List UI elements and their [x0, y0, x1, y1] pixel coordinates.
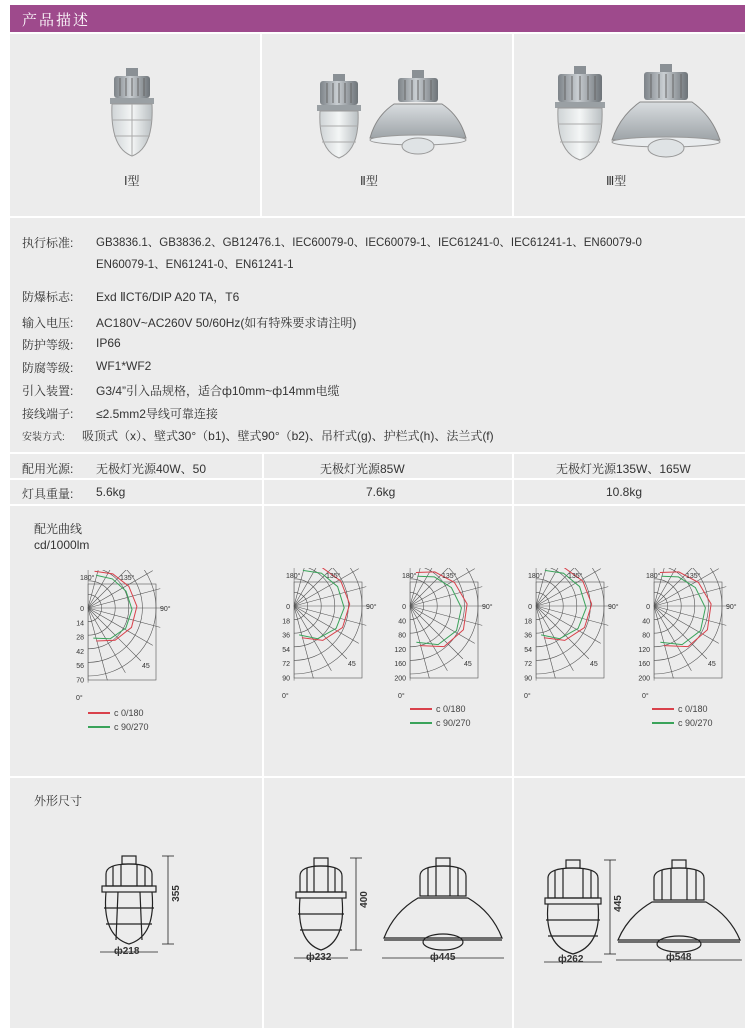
- legend-red-swatch: [410, 708, 432, 710]
- dimensions-title: 外形尺寸: [34, 794, 83, 808]
- divider: [262, 506, 264, 776]
- angle-label: 0°: [642, 693, 649, 698]
- lightsource-label: 配用光源:: [22, 462, 74, 476]
- lightsource-value-3: 无极灯光源135W、165W: [556, 462, 691, 476]
- lamp-type1-image: [102, 68, 162, 163]
- scale-label: 14: [76, 620, 84, 628]
- legend-green-swatch: [652, 722, 674, 724]
- scale-label: 72: [524, 661, 532, 669]
- angle-label: 180°: [528, 573, 543, 580]
- divider: [262, 778, 264, 1028]
- dimension-drawing-type3: [542, 858, 622, 968]
- polar-ring: [654, 568, 722, 674]
- angle-label: 90°: [608, 604, 619, 611]
- scale-label: 0: [80, 606, 84, 613]
- scale-label: 80: [642, 632, 650, 640]
- polar-radial: [410, 587, 482, 606]
- legend-red-label: c 0/180: [678, 704, 708, 714]
- scale-label: 42: [76, 648, 84, 656]
- scale-label: 120: [394, 646, 406, 654]
- entry-label: 引入装置:: [22, 384, 74, 398]
- lamp-type2-image: [312, 74, 366, 160]
- polar-radial: [88, 608, 160, 627]
- angle-label: 135°: [120, 575, 135, 582]
- lamp-type2-shade-image: [368, 70, 468, 160]
- exmark-label: 防爆标志:: [22, 290, 74, 304]
- legend-group-3: [652, 704, 713, 728]
- dim3-width: ф262: [558, 954, 584, 965]
- ip-label: 防护等级:: [22, 338, 74, 352]
- polar-grid: [536, 568, 611, 681]
- scale-label: 18: [282, 618, 290, 626]
- mount-label: 安装方式:: [22, 432, 65, 443]
- entry-value: G3/4”引入品规格，适合ф10mm~ф14mm电缆: [96, 384, 340, 398]
- angle-label: 45: [348, 661, 356, 668]
- polar-radial: [294, 606, 347, 659]
- polar-radial: [654, 606, 719, 643]
- scale-label: 0: [528, 604, 532, 611]
- divider: [10, 478, 745, 480]
- angle-label: 90°: [726, 604, 737, 611]
- polar-radial: [88, 608, 141, 661]
- angle-label: 45: [708, 661, 716, 668]
- scale-label: 72: [282, 661, 290, 669]
- terminal-label: 接线端子:: [22, 407, 74, 421]
- ip-value: IP66: [96, 336, 121, 350]
- exmark-value: Exd ⅡCT6/DIP A20 TA，T6: [96, 290, 240, 304]
- legend-green-swatch: [88, 726, 110, 728]
- polar-ring: [536, 568, 604, 674]
- standard-value: GB3836.1、GB3836.2、GB12476.1、IEC60079-0、IEC60079-1、IEC61241-0、IEC61241-1、EN60079-0: [96, 237, 642, 249]
- dim1-height: 355: [170, 885, 182, 902]
- polar-radial: [410, 606, 475, 643]
- dim2-shade-width: ф445: [430, 952, 456, 963]
- type2-label: Ⅱ型: [360, 174, 378, 188]
- angle-label: 0°: [524, 693, 531, 698]
- scale-label: 160: [394, 661, 406, 669]
- angle-label: 45: [142, 663, 150, 670]
- lamp-type3-image: [552, 66, 608, 162]
- legend-green-label: c 90/270: [678, 718, 713, 728]
- scale-label: 160: [638, 661, 650, 669]
- angle-label: 135°: [326, 573, 341, 580]
- standard-label: 执行标准:: [22, 236, 74, 250]
- polar-radial: [88, 608, 107, 680]
- divider: [512, 778, 514, 1028]
- polar-radial: [536, 587, 608, 606]
- dim3-height: 445: [612, 895, 624, 912]
- scale-label: 90: [524, 675, 532, 683]
- section-header: [10, 5, 745, 32]
- angle-label: 45: [464, 661, 472, 668]
- scale-label: 36: [524, 632, 532, 640]
- type1-label: Ⅰ型: [124, 174, 140, 188]
- polar-radial: [410, 606, 447, 671]
- weight-value-1: 5.6kg: [96, 485, 126, 499]
- light-curve-type3a: [520, 568, 630, 698]
- scale-label: 54: [282, 646, 290, 654]
- mount-value: 吸顶式（x）、壁式30°（b1)、壁式90°（b2)、吊杆式(g)、护栏式(h)、法兰式(f): [82, 429, 494, 443]
- angle-label: 0°: [76, 695, 83, 700]
- angle-label: 90°: [160, 606, 171, 613]
- legend-red-swatch: [88, 712, 110, 714]
- divider: [512, 506, 514, 776]
- polar-radial: [654, 606, 691, 671]
- legend-red-label: c 0/180: [114, 708, 144, 718]
- angle-label: 135°: [442, 573, 457, 580]
- weight-value-3: 10.8kg: [606, 485, 643, 499]
- divider: [260, 34, 262, 216]
- polar-radial: [294, 606, 366, 625]
- angle-label: 135°: [568, 573, 583, 580]
- polar-radial: [654, 587, 726, 606]
- light-curve-type2a: [278, 568, 388, 698]
- scale-label: 80: [398, 632, 406, 640]
- polar-ring: [410, 568, 478, 674]
- light-curve-type1: [72, 570, 182, 700]
- dimension-drawing-type2: [292, 856, 372, 966]
- voltage-value: AC180V~AC260V 50/60Hz(如有特殊要求请注明): [96, 316, 357, 330]
- angle-label: 180°: [286, 573, 301, 580]
- angle-label: 90°: [366, 604, 377, 611]
- legend-red-swatch: [652, 708, 674, 710]
- dim1-width: ф218: [114, 946, 140, 957]
- scale-label: 90: [282, 675, 290, 683]
- scale-label: 0: [402, 604, 406, 611]
- legend-group-1: [88, 708, 149, 732]
- scale-label: 54: [524, 646, 532, 654]
- polar-radial: [536, 606, 608, 625]
- scale-label: 200: [394, 675, 406, 683]
- scale-label: 0: [286, 604, 290, 611]
- legend-green-label: c 90/270: [114, 722, 149, 732]
- polar-radial: [654, 606, 726, 625]
- standard-value-cont: EN60079-1、EN61241-0、EN61241-1: [96, 259, 294, 271]
- dimension-drawing-type3-shade: [614, 858, 744, 968]
- dimension-drawing-type2-shade: [378, 856, 508, 966]
- polar-radial: [536, 606, 555, 678]
- polar-ring: [294, 568, 362, 674]
- angle-label: 135°: [686, 573, 701, 580]
- dim2-height: 400: [358, 891, 370, 908]
- weight-value-2: 7.6kg: [366, 485, 396, 499]
- curves-title: 配光曲线: [34, 522, 83, 536]
- scale-label: 40: [642, 618, 650, 626]
- scale-label: 56: [76, 663, 84, 671]
- scale-label: 120: [638, 646, 650, 654]
- voltage-label: 输入电压:: [22, 316, 74, 330]
- dim3-shade-width: ф548: [666, 952, 692, 963]
- curves-unit: cd/1000lm: [34, 538, 90, 552]
- legend-group-2: [410, 704, 471, 728]
- angle-label: 90°: [482, 604, 493, 611]
- angle-label: 45: [590, 661, 598, 668]
- angle-label: 0°: [398, 693, 405, 698]
- angle-label: 180°: [80, 575, 95, 582]
- polar-grid: [88, 570, 163, 683]
- divider: [512, 34, 514, 216]
- light-curve-type2b: [394, 568, 504, 698]
- anticorrosion-label: 防腐等级:: [22, 361, 74, 375]
- scale-label: 70: [76, 677, 84, 685]
- type3-label: Ⅲ型: [606, 174, 627, 188]
- section-title: 产品描述: [22, 12, 91, 29]
- scale-label: 0: [646, 604, 650, 611]
- angle-label: 180°: [646, 573, 661, 580]
- polar-radial: [536, 606, 589, 659]
- lamp-type3-shade-image: [610, 64, 722, 160]
- angle-label: 180°: [402, 573, 417, 580]
- polar-radial: [294, 606, 313, 678]
- anticorrosion-value: WF1*WF2: [96, 359, 152, 373]
- terminal-value: ≤2.5mm2导线可靠连接: [96, 407, 218, 421]
- scale-label: 200: [638, 675, 650, 683]
- divider: [512, 454, 514, 504]
- legend-green-swatch: [410, 722, 432, 724]
- legend-green-label: c 90/270: [436, 718, 471, 728]
- polar-grid: [294, 568, 369, 681]
- scale-label: 36: [282, 632, 290, 640]
- polar-radial: [88, 608, 153, 645]
- legend-red-label: c 0/180: [436, 704, 466, 714]
- scale-label: 18: [524, 618, 532, 626]
- polar-radial: [410, 606, 482, 625]
- dimension-drawing-type1: [96, 852, 196, 962]
- polar-radial: [88, 589, 160, 608]
- angle-label: 0°: [282, 693, 289, 698]
- scale-label: 28: [76, 634, 84, 642]
- polar-radial: [294, 587, 366, 606]
- dim2-width: ф232: [306, 952, 332, 963]
- lightsource-value-1: 无极灯光源40W、50: [96, 462, 207, 476]
- polar-ring: [88, 570, 156, 676]
- divider: [262, 454, 264, 504]
- weight-label: 灯具重量:: [22, 487, 74, 501]
- lightsource-value-2: 无极灯光源85W: [320, 462, 405, 476]
- light-curve-type3b: [638, 568, 748, 698]
- scale-label: 40: [398, 618, 406, 626]
